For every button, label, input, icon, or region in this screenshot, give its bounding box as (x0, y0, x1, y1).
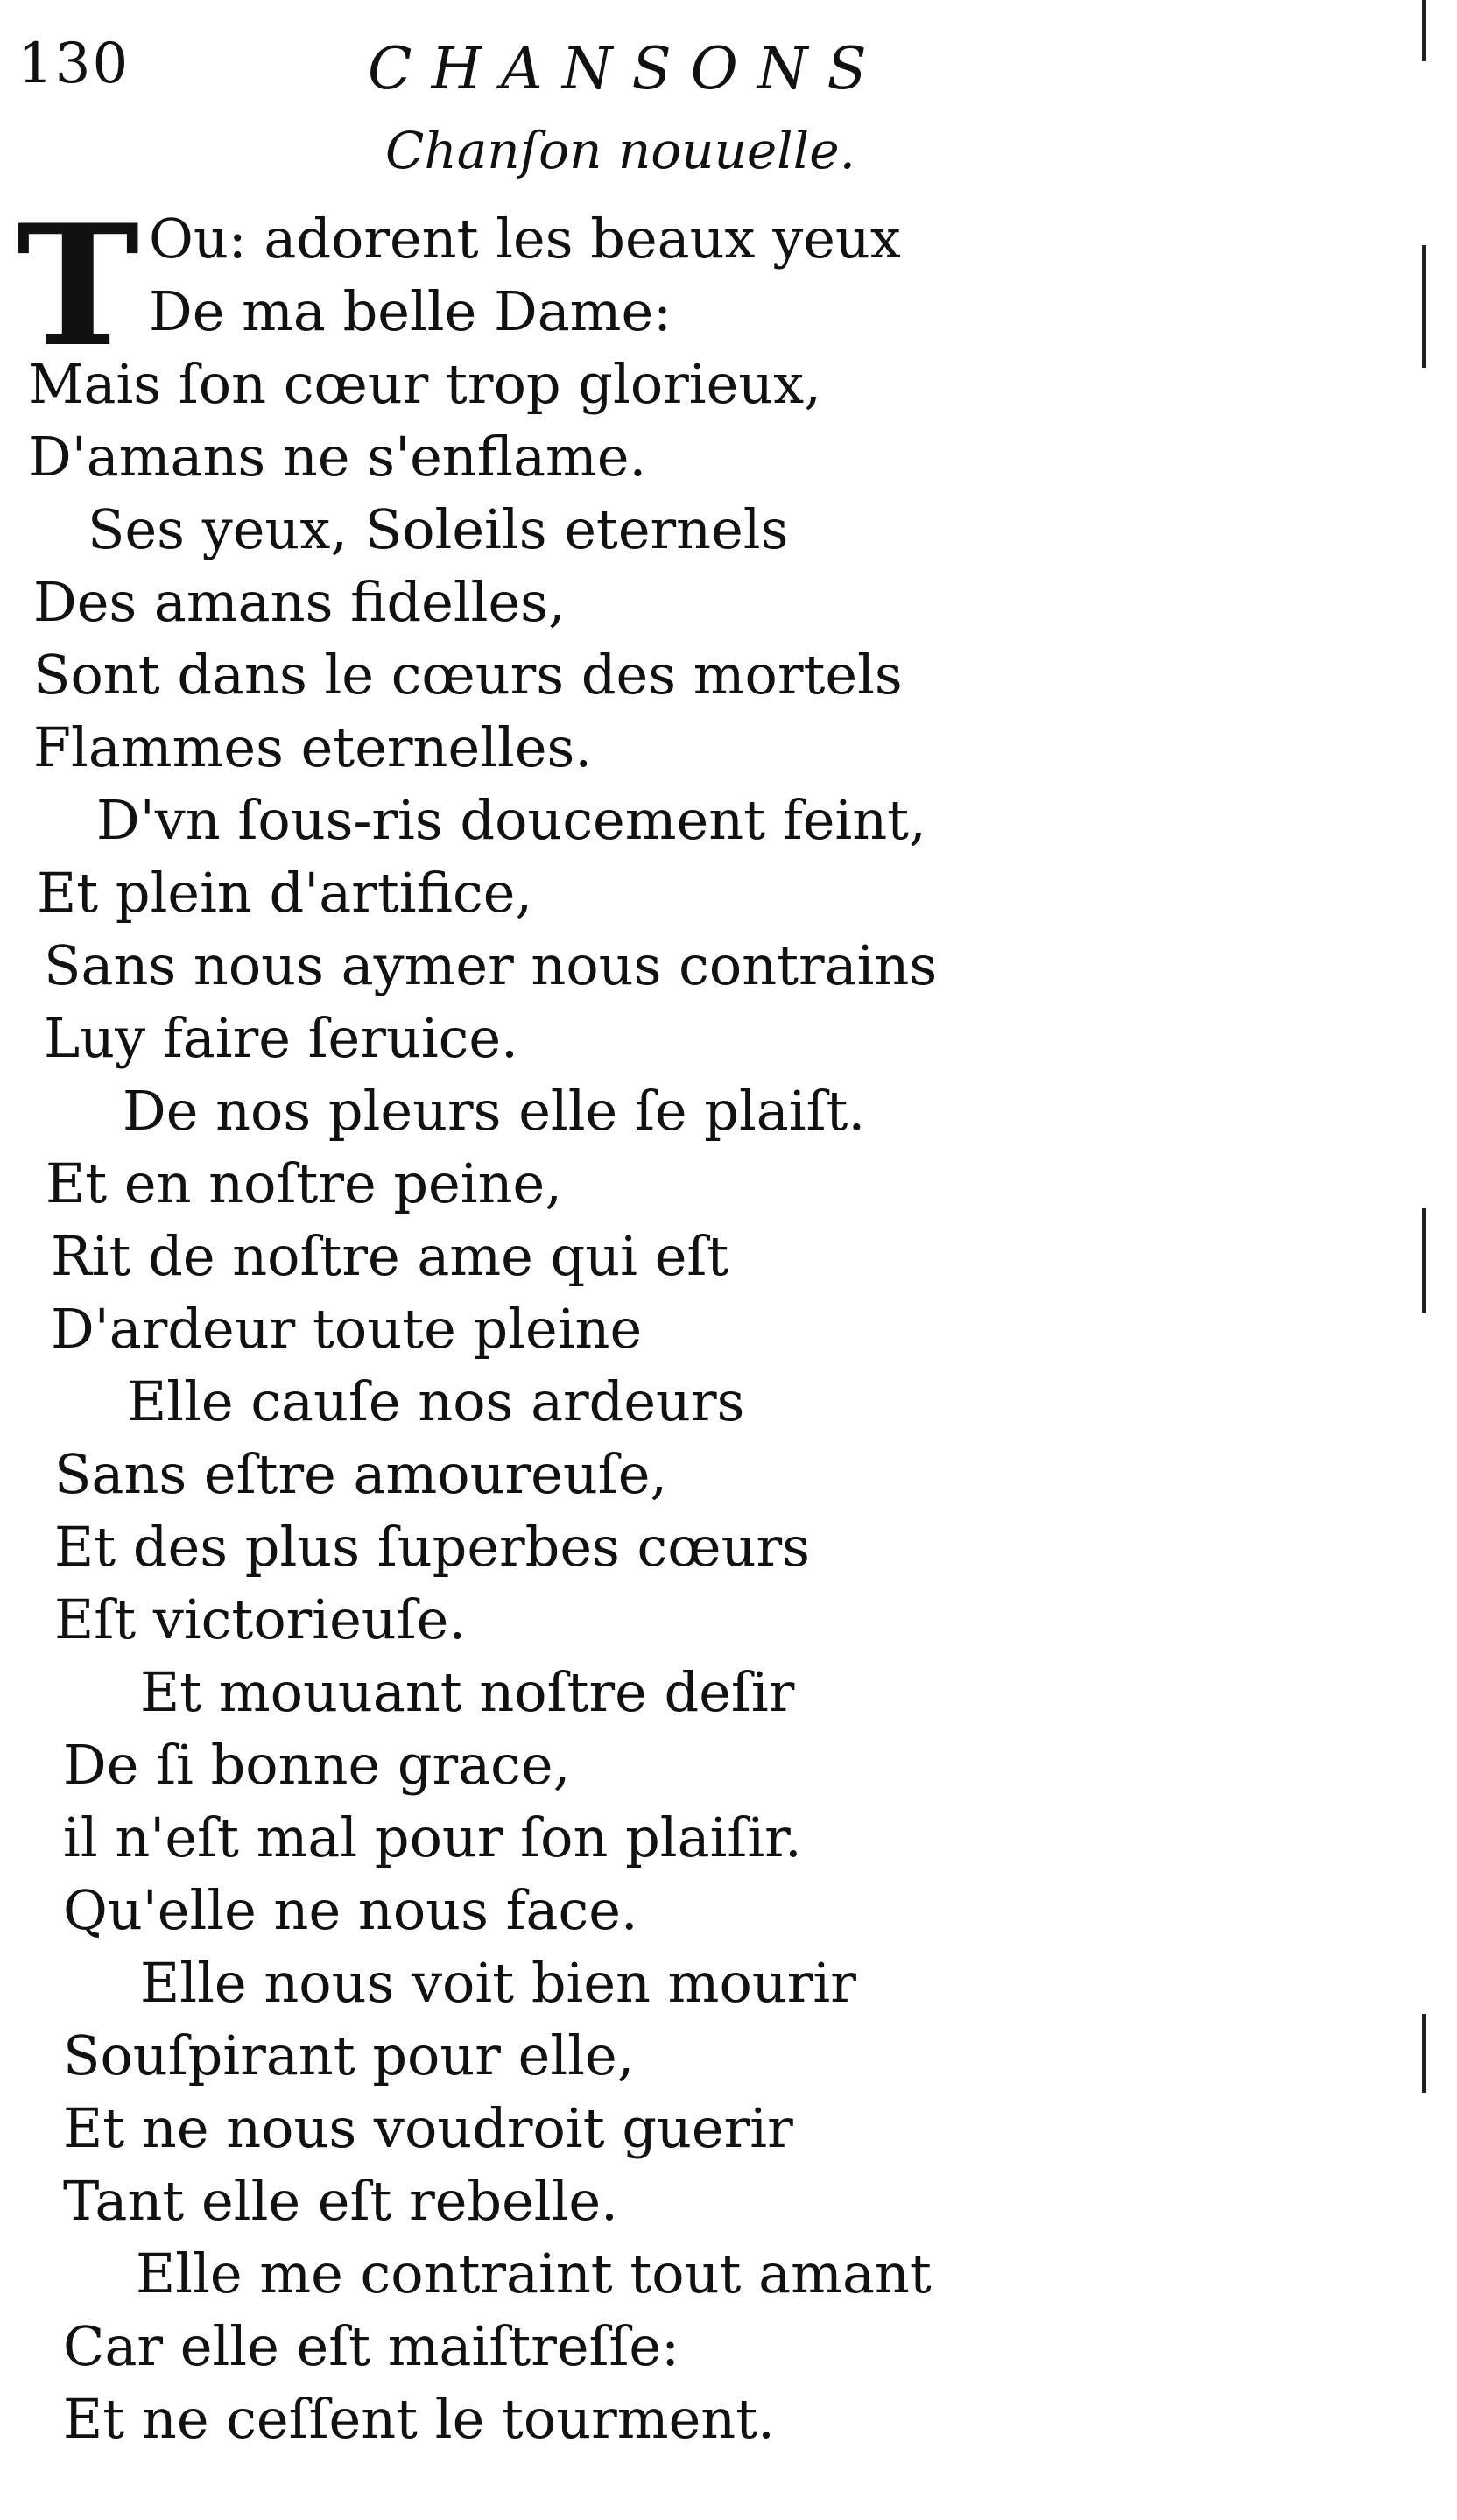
verse-line: Et des plus ſuperbes cœurs (54, 1515, 810, 1579)
running-head: CHANSONS (368, 35, 886, 102)
verse-line: Eſt victorieuſe. (54, 1587, 467, 1651)
verse-line: Sans nous aymer nous contrains (44, 933, 938, 997)
edge-rule (1422, 0, 1426, 61)
verse-line: De nos pleurs elle ſe plaiſt. (123, 1079, 866, 1143)
verse-line: Sont dans le cœurs des mortels (33, 643, 903, 707)
verse-line: Elle me contraint tout amant (136, 2242, 932, 2305)
verse-line: Qu'elle ne nous face. (63, 1878, 638, 1942)
verse-line: De ma belle Dame: (149, 279, 672, 343)
verse-line: Souſpirant pour elle, (63, 2024, 635, 2087)
verse-line: il n'eſt mal pour ſon plaiſir. (63, 1806, 802, 1869)
verse-line: Et ne ceſſent le tourment. (63, 2387, 775, 2451)
edge-rule (1422, 2014, 1426, 2093)
edge-rule (1422, 1208, 1426, 1313)
verse-line: Ses yeux, Soleils eternels (88, 497, 789, 561)
verse-line: D'amans ne s'enflame. (28, 425, 647, 489)
verse-line: D'ardeur toute pleine (51, 1297, 643, 1361)
verse-line: Et ne nous voudroit guerir (63, 2096, 793, 2160)
page-edge-marks (1387, 0, 1457, 2520)
verse-line: Et mouuant noſtre deſir (140, 1660, 795, 1724)
verse-line: Car elle eſt maiſtreſſe: (63, 2314, 680, 2378)
verse-line: Et en noſtre peine, (46, 1151, 562, 1215)
verse-line: Et plein d'artifice, (37, 861, 533, 925)
edge-rule (1422, 245, 1426, 368)
verse-line: Elle cauſe nos ardeurs (127, 1369, 745, 1433)
verse-line: Tant elle eſt rebelle. (63, 2169, 618, 2233)
page-number: 130 (18, 32, 130, 96)
verse-line: Ou: adorent les beaux yeux (149, 207, 901, 271)
verse-line: Elle nous voit bien mourir (140, 1951, 856, 2015)
verse-line: D'vn ſous-ris doucement feint, (96, 788, 926, 852)
verse-line: Luy faire ſeruice. (44, 1006, 518, 1070)
verse-line: Mais ſon cœur trop glorieux, (28, 352, 821, 416)
verse-line: Des amans fidelles, (33, 570, 566, 634)
verse-line: Rit de noſtre ame qui eſt (51, 1224, 729, 1288)
song-title: Chanſon nouuelle. (385, 121, 856, 180)
drop-cap: T (16, 188, 140, 384)
verse-line: Flammes eternelles. (33, 715, 593, 779)
verse-line: Sans eſtre amoureuſe, (54, 1442, 668, 1506)
verse-line: De ſi bonne grace, (63, 1733, 571, 1797)
